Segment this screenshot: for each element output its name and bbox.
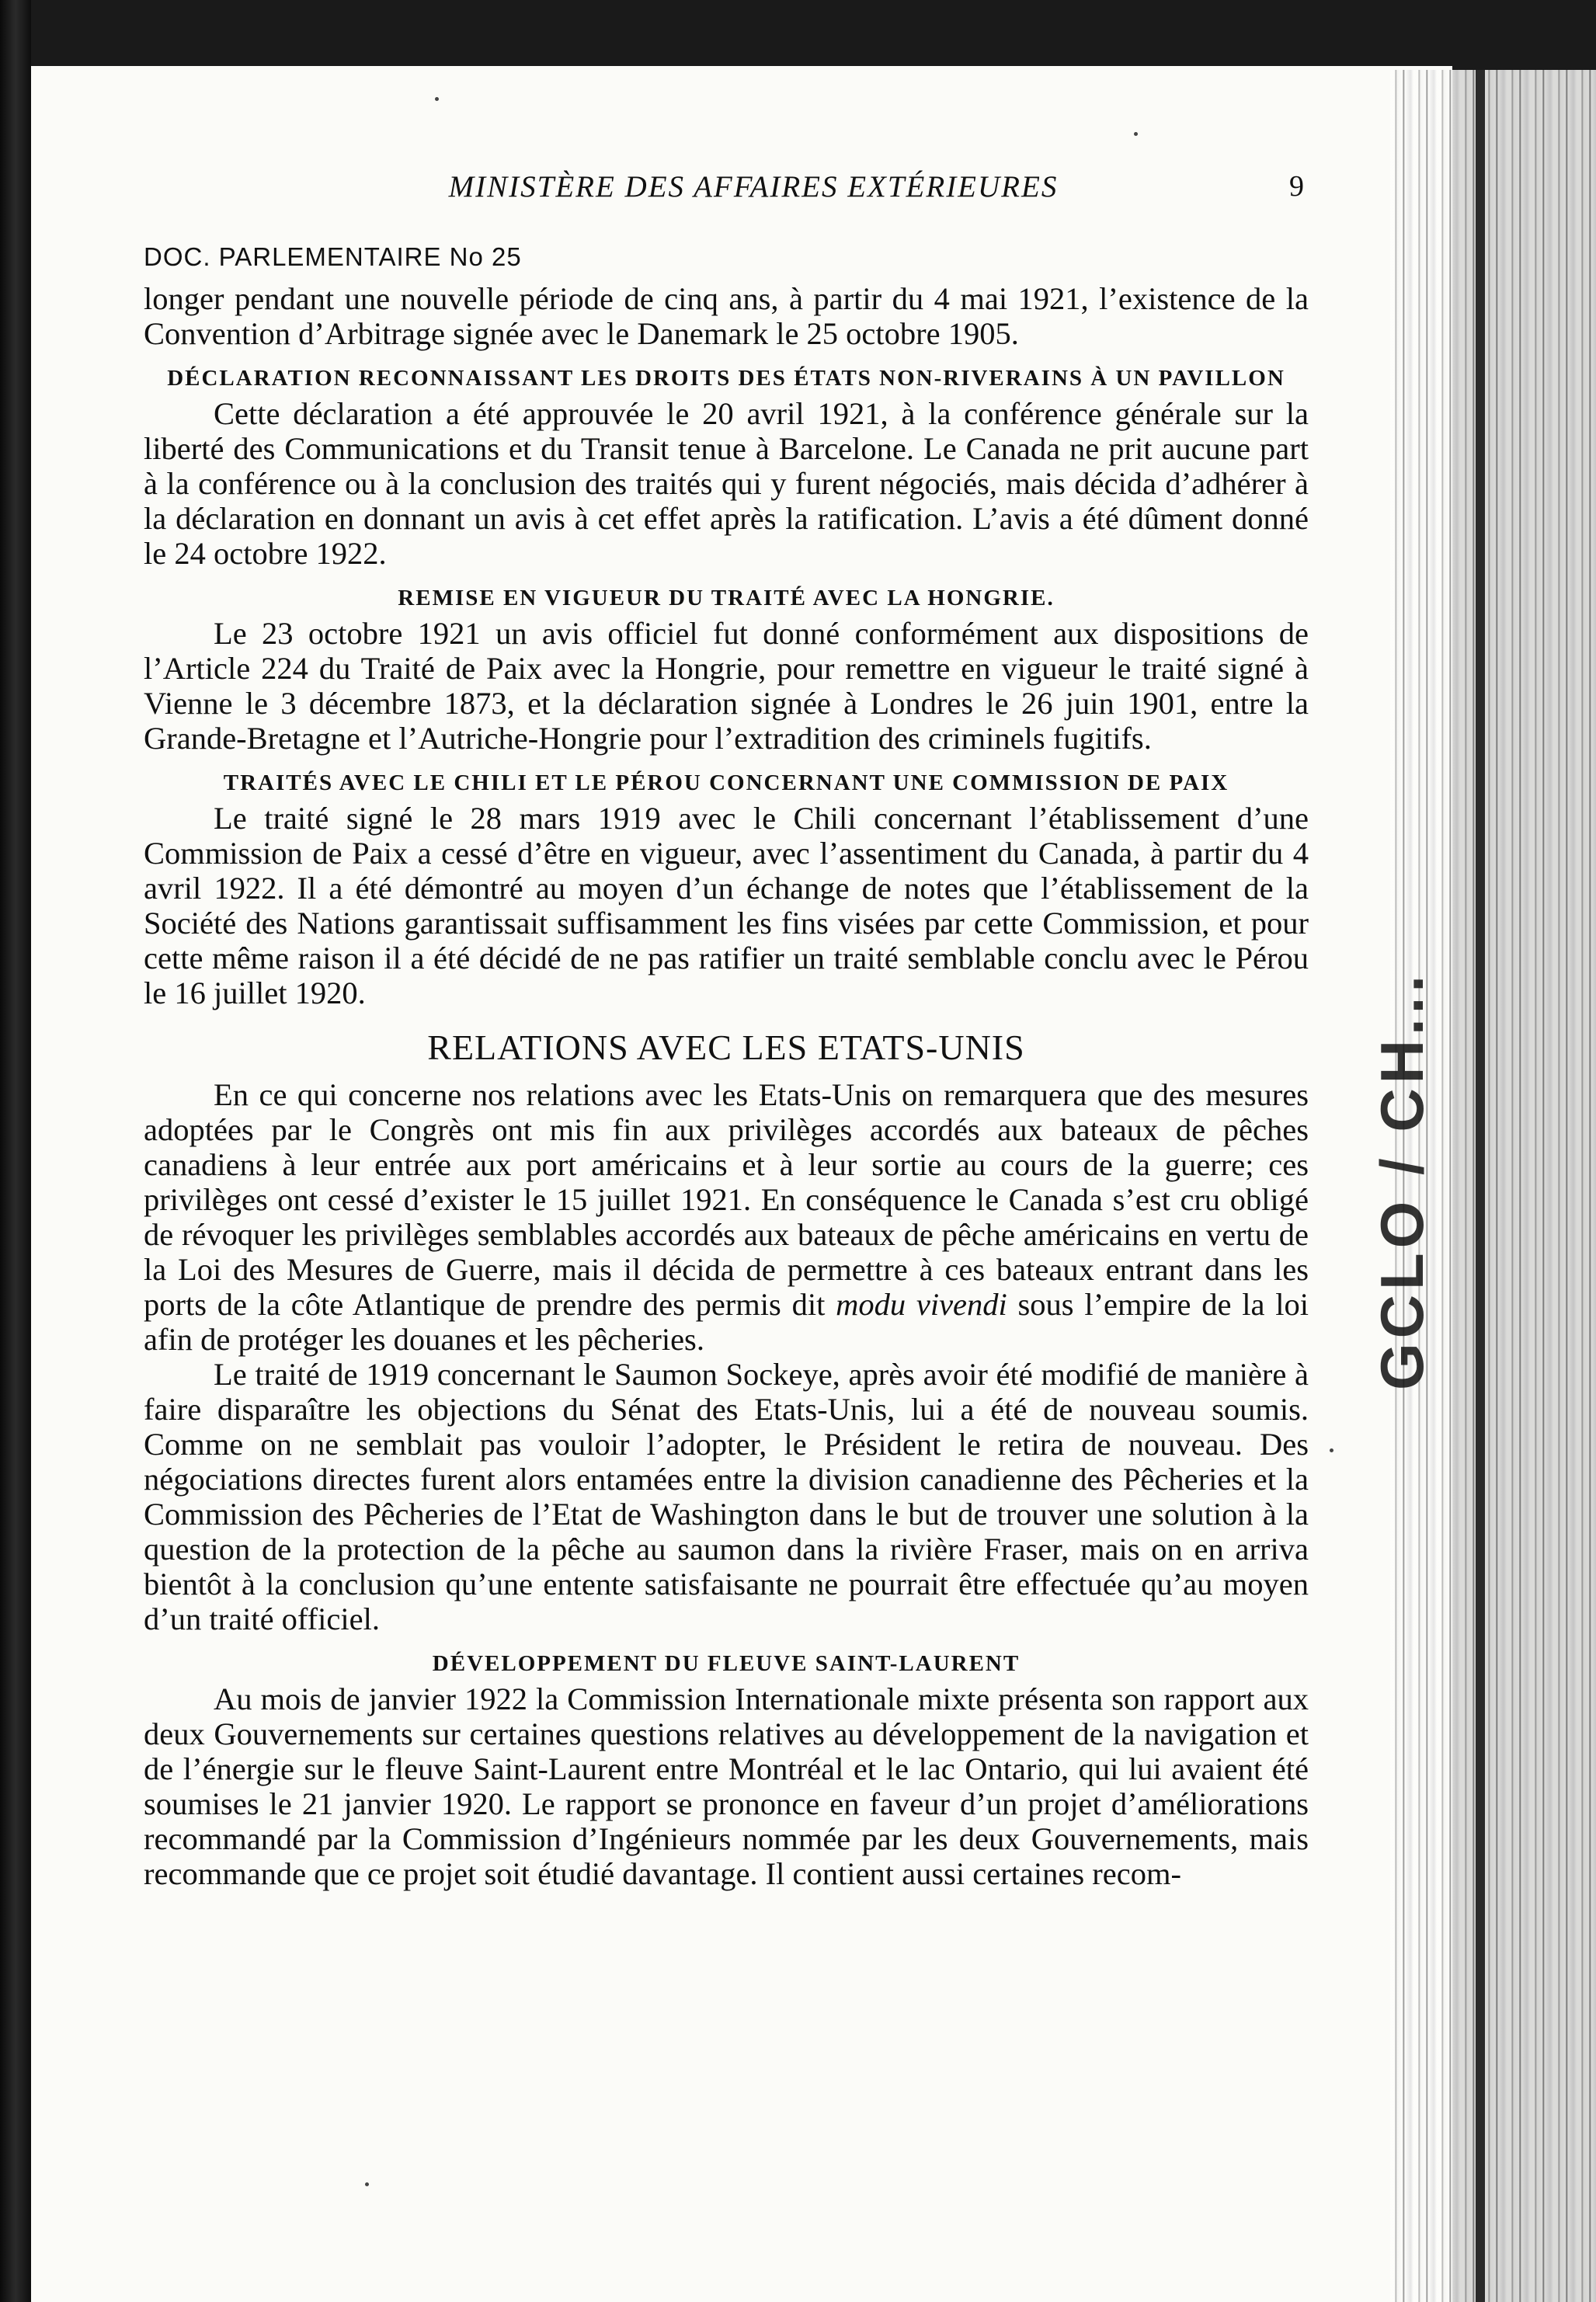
section-heading-saint-laurent: DÉVELOPPEMENT DU FLEUVE SAINT-LAURENT bbox=[432, 1651, 1021, 1676]
binding-shadow bbox=[1476, 70, 1485, 2302]
page-number: 9 bbox=[1289, 170, 1304, 203]
paragraph-chili-perou: Le traité signé le 28 mars 1919 avec le Chili concernant l’établissement d’une Commission de Paix a cessé d’être en vigueur, avec l’assentiment du Canada, à partir du 4 avril 1922. Il a été démontré au moyen d’un échange de notes que l’établissement de la Société des Nations garantissait suffisamment les fins visées par cette Commission, et pour cette même raison il a été décidé de ne pas ratifier un traité semblable conclu avec le Pérou le 16 juillet 1920. bbox=[144, 801, 1309, 1010]
paragraph-etats-unis-1-italic: modu vivendi bbox=[836, 1287, 1007, 1322]
section-heading-hongrie: REMISE EN VIGUEUR DU TRAITÉ AVEC LA HONGRIE. bbox=[398, 586, 1055, 610]
scan-speck bbox=[435, 97, 439, 101]
intro-paragraph: longer pendant une nouvelle période de cinq ans, à partir du 4 mai 1921, l’existence de la Convention d’Arbitrage signée avec le Danemark le 25 octobre 1905. bbox=[144, 281, 1309, 351]
section-heading-declaration: DÉCLARATION RECONNAISSANT LES DROITS DES ÉTATS NON-RIVERAINS À UN PAVILLON bbox=[167, 366, 1285, 391]
paragraph-etats-unis-1-text-b: sous l’empire de la loi afin de protéger les douanes et les pêcheries. bbox=[144, 1287, 1309, 1357]
scan-speck bbox=[1134, 132, 1138, 136]
paragraph-etats-unis-1 bbox=[144, 1077, 1309, 1357]
scan-speck bbox=[1330, 1448, 1333, 1452]
paragraph-etats-unis-1-text-a: En ce qui concerne nos relations avec les Etats-Unis on remarquera que des mesures adoptées par le Congrès ont mis fin aux privilèges accordés aux bateaux de pêches canadiens à leur entrée aux port américains et à leur sortie au cours de la guerre; ces privilèges ont cessé d’exister le 15 juillet 1921. En conséquence le Canada s’est cru obligé de révoquer les privilèges semblables accordés aux bateaux de pêche américains en vertu de la Loi des Mesures de Guerre, mais il décida de permettre à ces bateaux entrant dans les ports de la côte Atlantique de prendre des permis dit bbox=[144, 1077, 1309, 1322]
major-heading-etats-unis: RELATIONS AVEC LES ETATS-UNIS bbox=[427, 1028, 1025, 1067]
scan-border bbox=[0, 0, 31, 2302]
section-heading-chili-perou: TRAITÉS AVEC LE CHILI ET LE PÉROU CONCERNANT UNE COMMISSION DE PAIX bbox=[223, 770, 1229, 795]
document-reference: DOC. PARLEMENTAIRE No 25 bbox=[144, 242, 522, 271]
paragraph-etats-unis-2: Le traité de 1919 concernant le Saumon Sockeye, après avoir été modifié de manière à faire disparaître les objections du Sénat des Etats-Unis, lui a été de nouveau soumis. Comme on ne semblait pas vouloir l’adopter, le Président le retira de nouveau. Des négociations directes furent alors entamées entre la division canadienne des Pêcheries et la Commission des Pêcheries de l’Etat de Washington dans le but de trouver une solution à la question de la protection de la pêche au saumon dans la rivière Fraser, mais on en arriva bientôt à la conclusion qu’une entente satisfaisante ne pourrait être effectuée qu’au moyen d’un traité officiel. bbox=[144, 1357, 1309, 1636]
paragraph-declaration: Cette déclaration a été approuvée le 20 avril 1921, à la conférence générale sur la liberté des Communications et du Transit tenue à Barcelone. Le Canada ne prit aucune part à la conférence ou à la conclusion des traités qui y furent négociés, mais décida d’adhérer à la déclaration en donnant un avis à cet effet après la ratification. L’avis a été dûment donné le 24 octobre 1922. bbox=[144, 396, 1309, 571]
scan-speck bbox=[365, 2182, 369, 2186]
body-text bbox=[144, 281, 1309, 1891]
running-header: MINISTÈRE DES AFFAIRES EXTÉRIEURES bbox=[448, 170, 1059, 203]
paragraph-saint-laurent: Au mois de janvier 1922 la Commission Internationale mixte présenta son rapport aux deux Gouvernements sur certaines questions relatives au développement de la navigation et de l’énergie sur le fleuve Saint-Laurent entre Montréal et le lac Ontario, qui lui avaient été soumises le 21 janvier 1920. Le rapport se prononce en faveur d’un projet d’améliorations recommandé par la Commission d’Ingénieurs nommée par les deux Gouvernements, mais recommande que ce projet soit étudié davantage. Il contient aussi certaines recom- bbox=[144, 1681, 1309, 1891]
spine-stamp: GCLO / CH... bbox=[1368, 971, 1436, 1390]
paragraph-hongrie: Le 23 octobre 1921 un avis officiel fut donné conformément aux dispositions de l’Article 224 du Traité de Paix avec la Hongrie, pour remettre en vigueur le traité signé à Vienne le 3 décembre 1873, et la déclaration signée à Londres le 26 juin 1901, entre la Grande-Bretagne et l’Autriche-Hongrie pour l’extradition des criminels fugitifs. bbox=[144, 616, 1309, 756]
